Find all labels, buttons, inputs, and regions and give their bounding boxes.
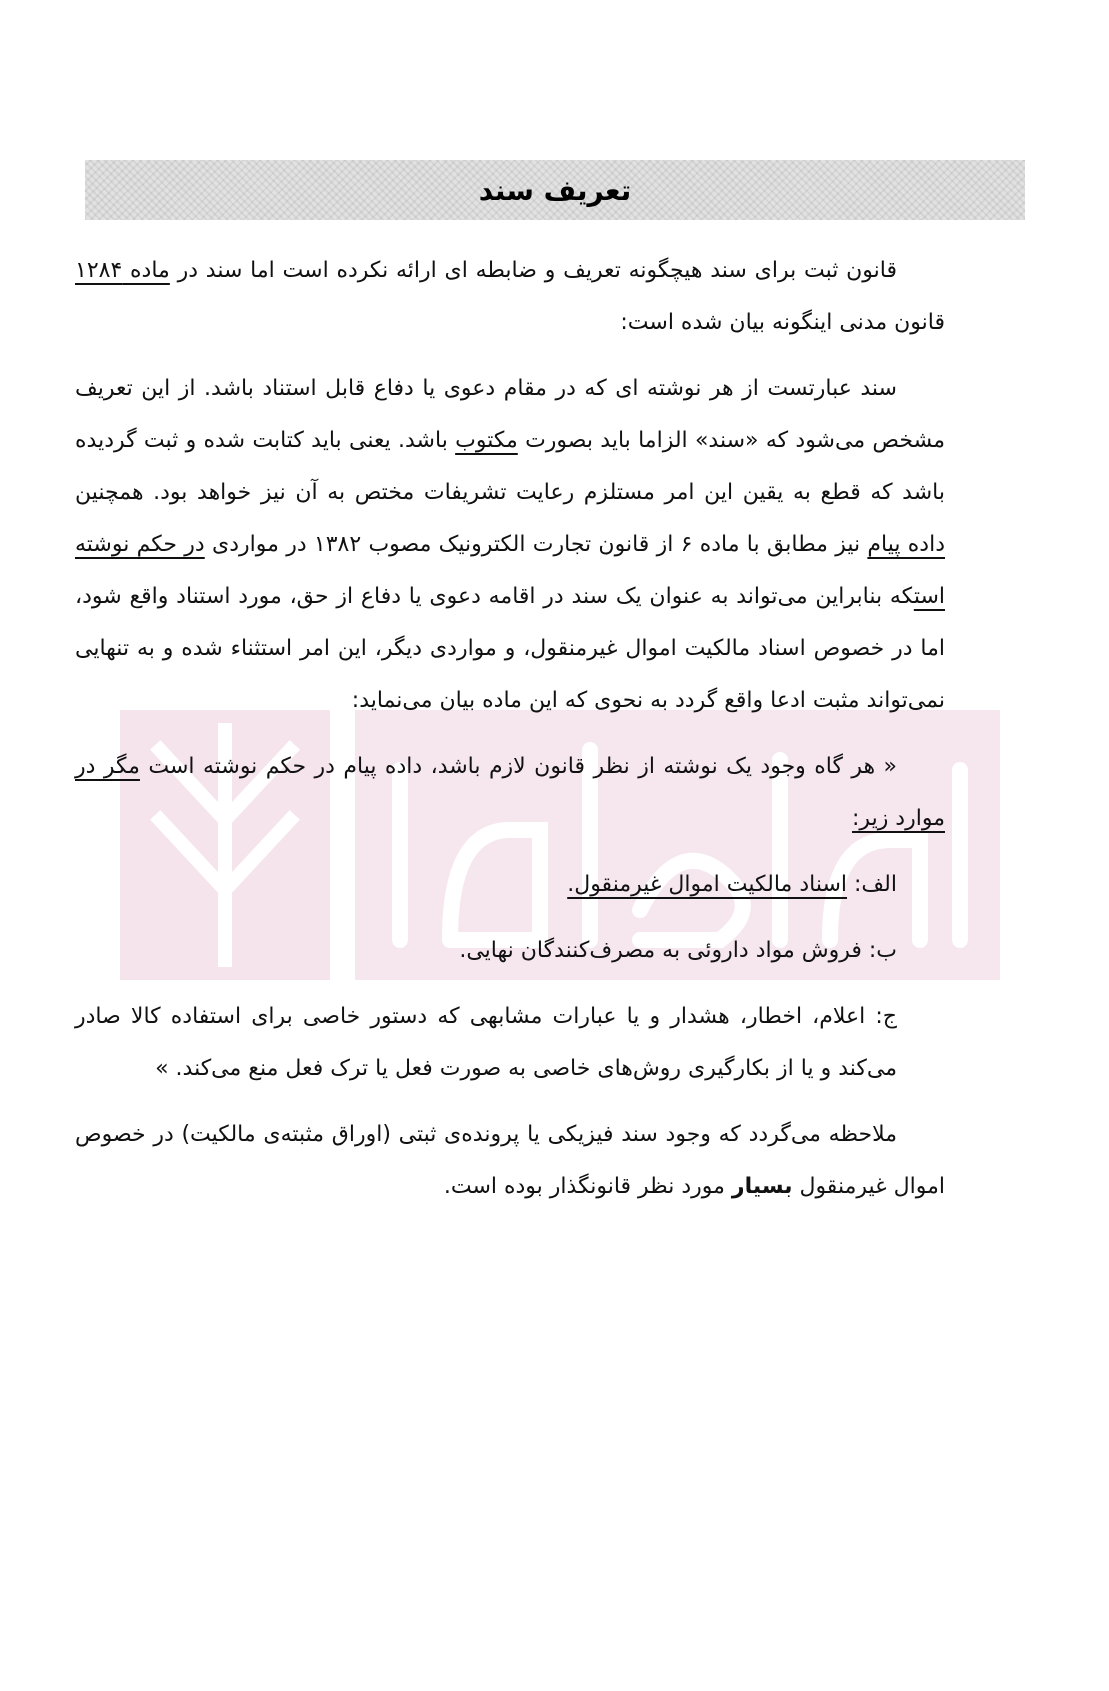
text-run: قانون مدنی اینگونه بیان شده است: bbox=[620, 310, 945, 335]
underlined-text: مگر در موارد زیر: bbox=[75, 754, 945, 831]
text-run: ب: فروش مواد داروئی به مصرف‌کنندگان نهایی. bbox=[459, 938, 897, 963]
underlined-text: اسناد مالکیت اموال غیرمنقول. bbox=[567, 872, 847, 897]
list-item-jim bbox=[75, 991, 945, 1095]
text-run: سند عبارتست از هر نوشته ای که در مقام دعوی یا دفاع قابل استناد باشد. از این تعریف مشخص می‌شود که «سند» الزاما باید بصورت bbox=[75, 376, 945, 453]
section-heading: تعریف سند bbox=[478, 173, 632, 207]
text-run: که بنابراین می‌تواند به عنوان یک سند در اقامه دعوی یا دفاع از حق، مورد استناد واقع شود، اما در خصوص اسناد مالکیت اموال غیرمنقول، و مواردی دیگر، این امر استثناء شده و به تنهایی نمی‌تواند مثبت ادعا واقع گردد به نحوی که این ماده بیان می‌نماید: bbox=[75, 584, 945, 713]
paragraph-1 bbox=[75, 245, 945, 349]
text-run: ملاحظه می‌گردد که وجود سند فیزیکی یا پرونده‌ی ثبتی (اوراق مثبته‌ی مالکیت) در خصوص اموال غیرمنقول bbox=[75, 1122, 945, 1199]
bold-text: بسیار bbox=[731, 1174, 793, 1199]
text-run: « هر گاه وجود یک نوشته از نظر قانون لازم باشد، داده پیام در حکم نوشته است bbox=[139, 754, 897, 779]
text-run: قانون ثبت برای سند هیچگونه تعریف و ضابطه ای ارائه نکرده است اما سند در bbox=[169, 258, 897, 283]
paragraph-3-quote bbox=[75, 741, 945, 845]
underlined-text: ماده ۱۲۸۴ bbox=[75, 258, 170, 283]
text-run: مورد نظر قانونگذار بوده است. bbox=[443, 1174, 732, 1199]
text-run: باشد. یعنی باید کتابت شده و ثبت گردیده باشد که قطع به یقین این امر مستلزم رعایت تشریفات مختص به آن نیز خواهد بود. همچنین bbox=[75, 428, 945, 505]
paragraph-7 bbox=[75, 1109, 945, 1213]
underlined-text: مکتوب bbox=[455, 428, 518, 453]
body-text bbox=[75, 245, 945, 1227]
list-item-alef bbox=[75, 859, 945, 911]
text-run: ج: اعلام، اخطار، هشدار و یا عبارات مشابهی که دستور خاصی برای استفاده کالا صادر می‌کند و یا از بکارگیری روش‌های خاصی به صورت فعل یا ترک فعل منع می‌کند. » bbox=[75, 1004, 897, 1081]
text-run: نیز مطابق با ماده ۶ از قانون تجارت الکترونیک مصوب ۱۳۸۲ در مواردی bbox=[204, 532, 868, 557]
underlined-text: داده پیام bbox=[867, 532, 945, 557]
list-item-be bbox=[75, 925, 945, 977]
title-band bbox=[85, 160, 1025, 220]
text-run: الف: bbox=[847, 872, 897, 897]
underlined-text: در حکم نوشته است bbox=[75, 532, 945, 609]
paragraph-2 bbox=[75, 363, 945, 727]
